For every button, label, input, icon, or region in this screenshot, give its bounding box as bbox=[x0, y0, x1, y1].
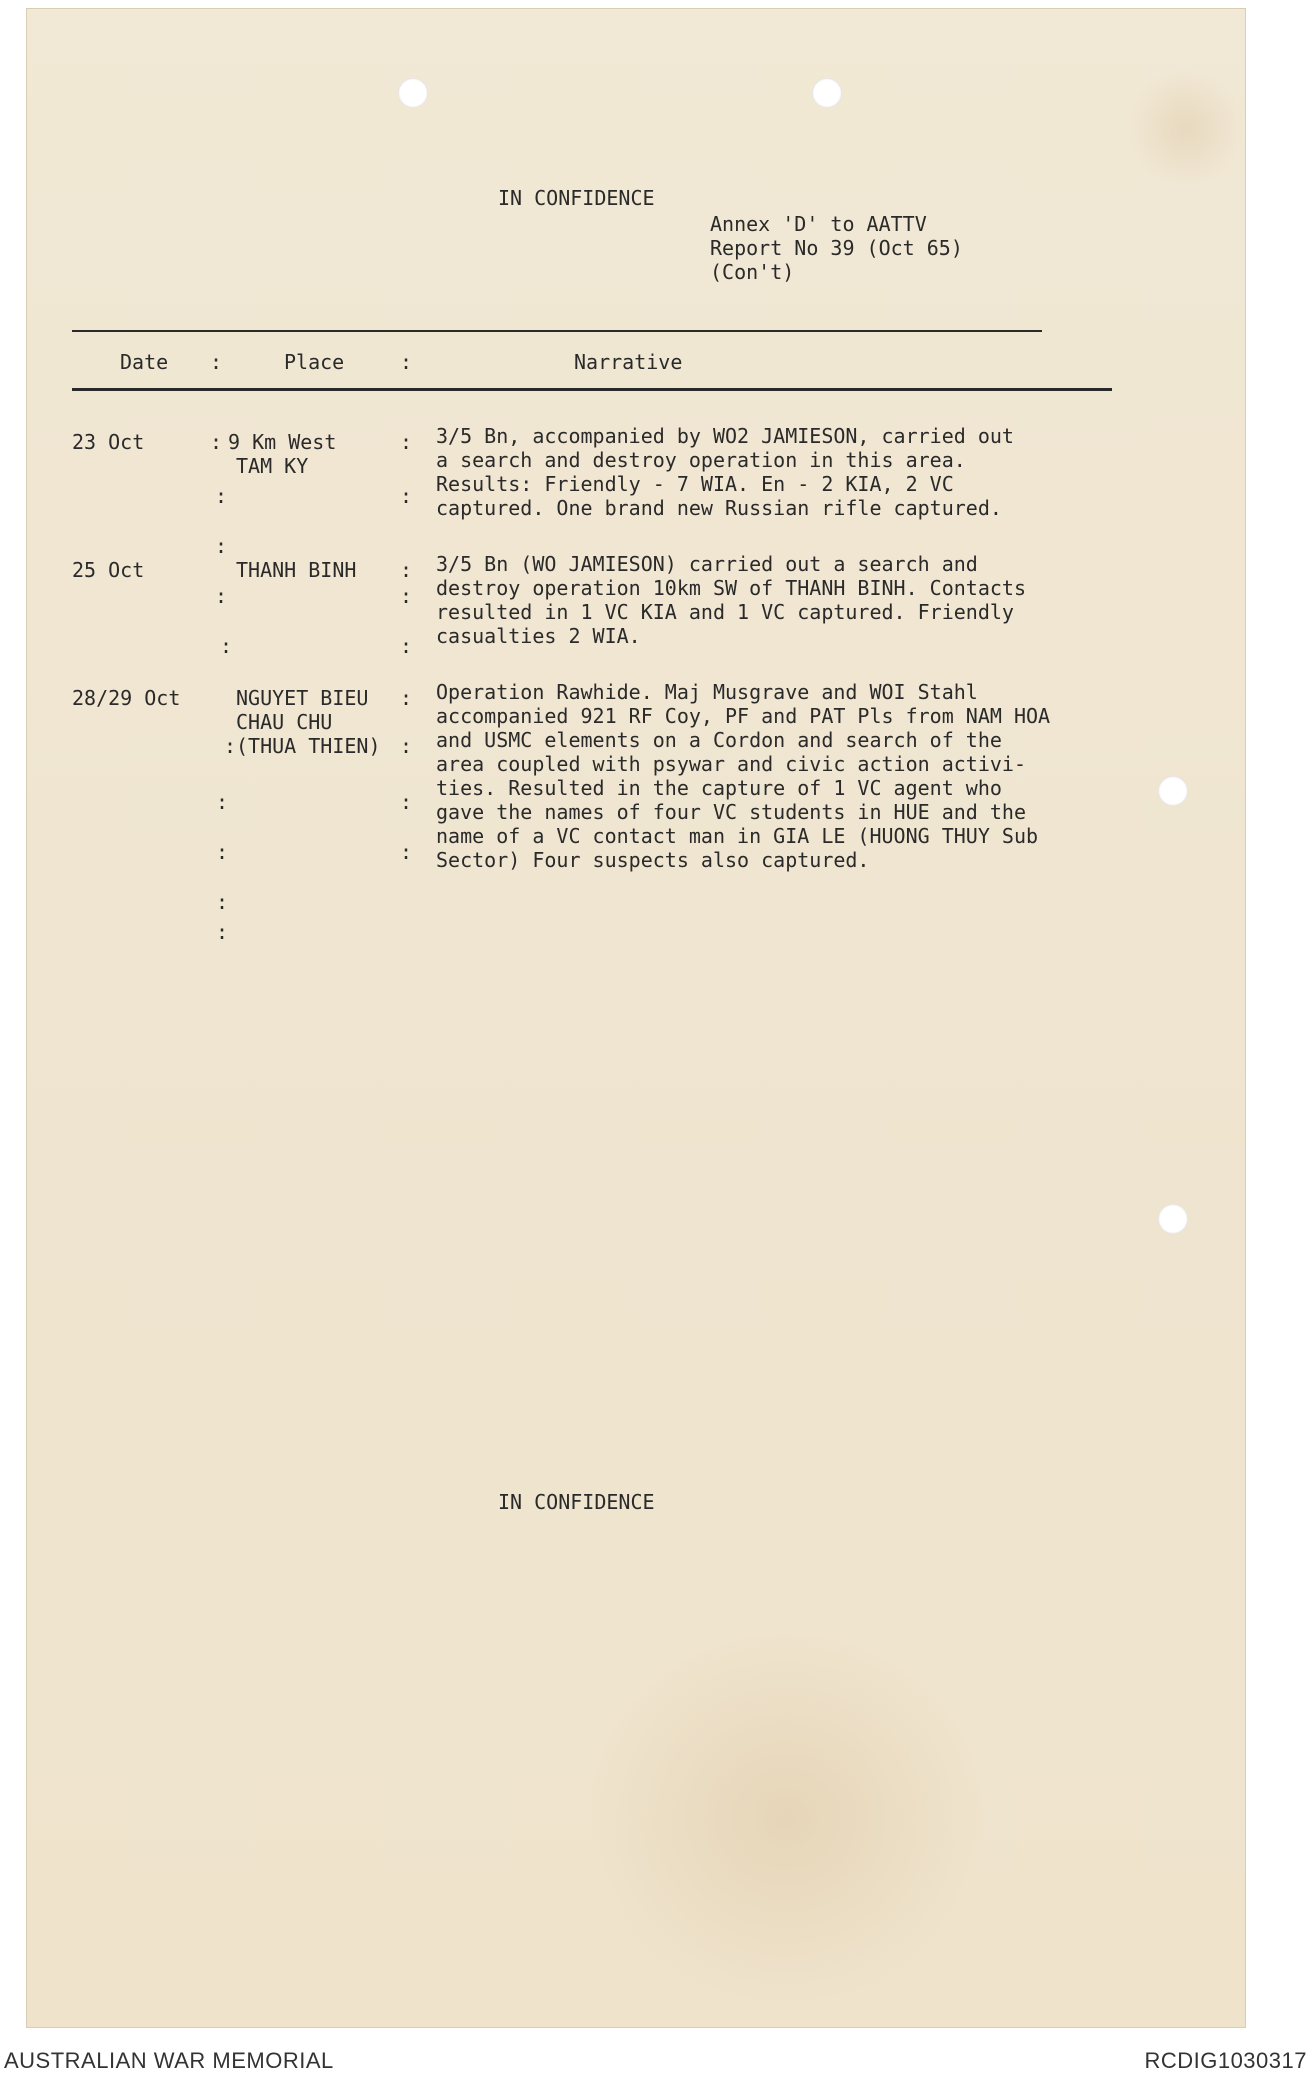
classification-heading: IN CONFIDENCE bbox=[498, 186, 655, 210]
row-date: 25 Oct bbox=[72, 558, 145, 582]
annex-line: (Con't) bbox=[710, 260, 795, 284]
column-separator: : bbox=[216, 890, 229, 914]
row-place bbox=[236, 558, 356, 582]
narrative-line: gave the names of four VC students in HUE and the bbox=[436, 800, 1027, 824]
column-separator: : bbox=[400, 350, 413, 374]
place-line: TAM KY bbox=[236, 454, 309, 478]
archive-credit: AUSTRALIAN WAR MEMORIAL bbox=[4, 2048, 334, 2073]
column-header-place: Place bbox=[284, 350, 345, 374]
column-separator: : bbox=[400, 584, 413, 608]
narrative-line: captured. One brand new Russian rifle captured. bbox=[436, 496, 1002, 520]
column-separator: : bbox=[210, 350, 223, 374]
row-place bbox=[236, 686, 381, 758]
narrative-line: Operation Rawhide. Maj Musgrave and WOI Stahl bbox=[436, 680, 978, 704]
place-line: CHAU CHU bbox=[236, 710, 333, 734]
narrative-line: Results: Friendly - 7 WIA. En - 2 KIA, 2 VC bbox=[436, 472, 954, 496]
paper-stain bbox=[1126, 68, 1246, 188]
row-date: 28/29 Oct bbox=[72, 686, 181, 710]
column-separator: : bbox=[400, 634, 413, 658]
column-header-narrative: Narrative bbox=[574, 350, 683, 374]
place-line: 9 Km West bbox=[228, 430, 337, 454]
row-narrative bbox=[436, 680, 1196, 872]
column-separator: : bbox=[400, 484, 413, 508]
annex-line: Report No 39 (Oct 65) bbox=[710, 236, 963, 260]
narrative-line: destroy operation 10km SW of THANH BINH. Contacts bbox=[436, 576, 1027, 600]
narrative-line: Sector) Four suspects also captured. bbox=[436, 848, 870, 872]
column-separator: : bbox=[224, 734, 237, 758]
row-place bbox=[228, 430, 336, 478]
narrative-line: name of a VC contact man in GIA LE (HUONG THUY Sub bbox=[436, 824, 1039, 848]
narrative-line: and USMC elements on a Cordon and search of the bbox=[436, 728, 1002, 752]
table-top-rule bbox=[72, 330, 1042, 332]
narrative-line: ties. Resulted in the capture of 1 VC agent who bbox=[436, 776, 1002, 800]
row-narrative bbox=[436, 552, 1196, 648]
place-line: NGUYET BIEU bbox=[236, 686, 369, 710]
column-separator: : bbox=[215, 484, 228, 508]
column-separator: : bbox=[220, 634, 233, 658]
column-separator: : bbox=[216, 920, 229, 944]
narrative-line: 3/5 Bn, accompanied by WO2 JAMIESON, carried out bbox=[436, 424, 1014, 448]
row-narrative bbox=[436, 424, 1196, 520]
footer-classification: IN CONFIDENCE bbox=[498, 1490, 655, 1514]
row-date: 23 Oct bbox=[72, 430, 145, 454]
column-separator: : bbox=[210, 430, 223, 454]
punch-hole bbox=[812, 78, 842, 108]
archive-reference-id: RCDIG1030317 bbox=[1144, 2048, 1307, 2073]
column-separator: : bbox=[216, 790, 229, 814]
table-head-rule bbox=[72, 388, 1112, 391]
column-separator: : bbox=[400, 734, 413, 758]
narrative-line: resulted in 1 VC KIA and 1 VC captured. Friendly bbox=[436, 600, 1014, 624]
punch-hole bbox=[398, 78, 428, 108]
narrative-line: accompanied 921 RF Coy, PF and PAT Pls from NAM HOA bbox=[436, 704, 1051, 728]
column-separator: : bbox=[400, 840, 413, 864]
column-separator: : bbox=[400, 686, 413, 710]
place-line: THANH BINH bbox=[236, 558, 357, 582]
column-separator: : bbox=[400, 558, 413, 582]
narrative-line: casualties 2 WIA. bbox=[436, 624, 641, 648]
paper-sheet bbox=[26, 8, 1246, 2028]
column-separator: : bbox=[215, 534, 228, 558]
place-line: (THUA THIEN) bbox=[236, 734, 381, 758]
narrative-line: 3/5 Bn (WO JAMIESON) carried out a search and bbox=[436, 552, 978, 576]
column-separator: : bbox=[215, 584, 228, 608]
annex-reference bbox=[710, 212, 963, 284]
column-header-date: Date bbox=[120, 350, 169, 374]
column-separator: : bbox=[400, 430, 413, 454]
punch-hole bbox=[1158, 1204, 1188, 1234]
column-separator: : bbox=[400, 790, 413, 814]
annex-line: Annex 'D' to AATTV bbox=[710, 212, 927, 236]
narrative-line: area coupled with psywar and civic action activi- bbox=[436, 752, 1027, 776]
column-separator: : bbox=[216, 840, 229, 864]
paper-stain bbox=[586, 1628, 986, 2008]
narrative-line: a search and destroy operation in this area. bbox=[436, 448, 966, 472]
